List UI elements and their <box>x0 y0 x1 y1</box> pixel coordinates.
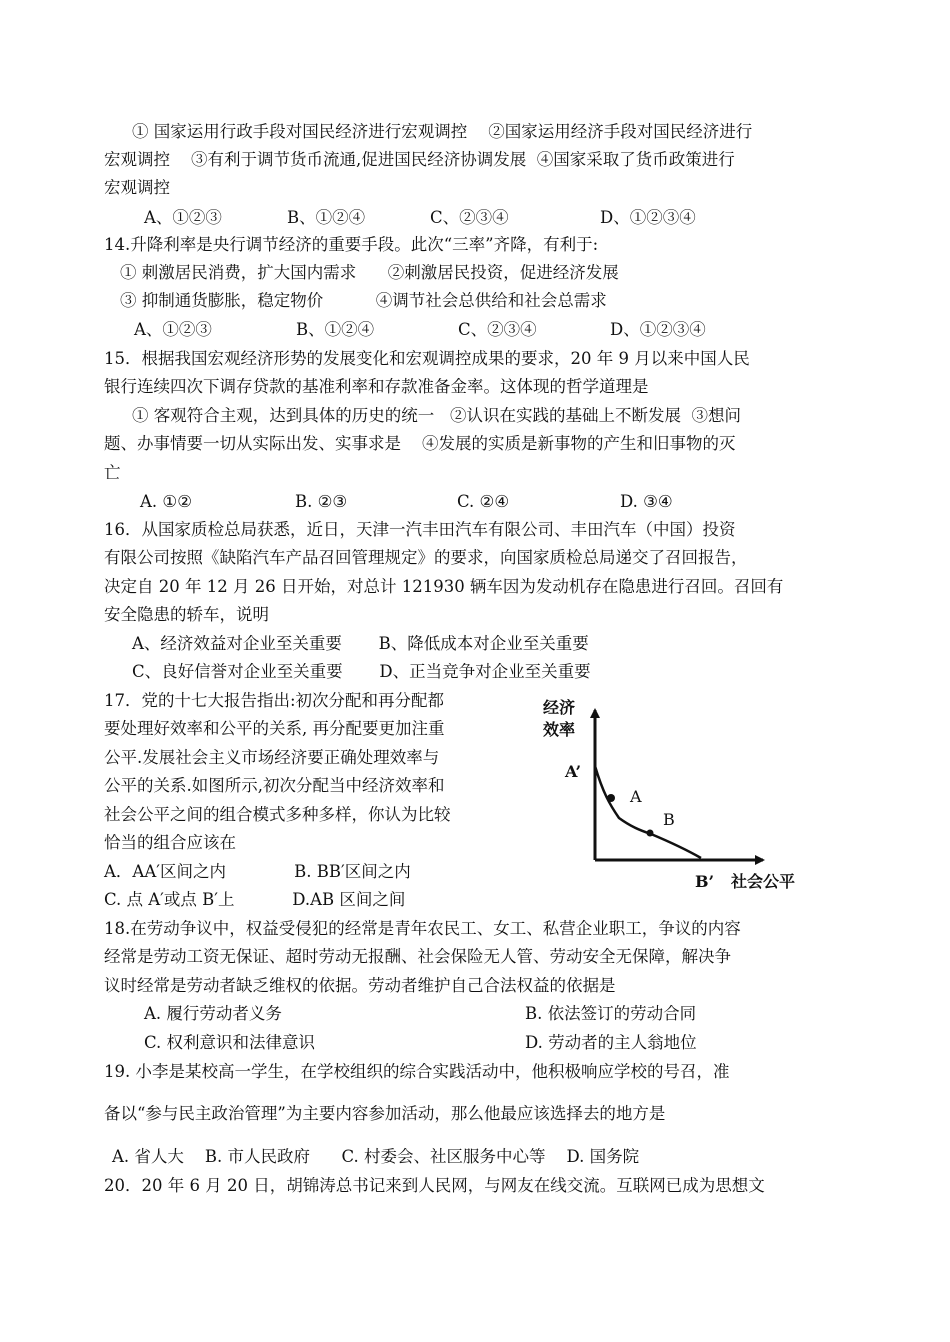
b-prime-label: B’ <box>695 872 715 891</box>
q13-option-d: D、①②③④ <box>600 208 696 227</box>
q17-options-line-1: A．AA′区间之内 B. BB′区间之内 <box>104 862 411 881</box>
q15-option-c: C. ②④ <box>457 492 510 511</box>
q15-line-5: 亡 <box>104 463 121 482</box>
trade-off-curve <box>595 766 701 858</box>
q15-option-d: D. ③④ <box>620 492 673 511</box>
y-axis-label-line-1: 经济 <box>543 698 576 717</box>
q14-option-d: D、①②③④ <box>610 320 706 339</box>
q16-options-line-1: A、经济效益对企业至关重要 B、降低成本对企业至关重要 <box>132 634 589 653</box>
q18-line-1: 18.在劳动争议中，权益受侵犯的经常是青年农民工、女工、私营企业职工，争议的内容 <box>104 919 741 938</box>
q18-option-c: C. 权利意识和法律意识 <box>144 1033 316 1052</box>
q15-line-2: 银行连续四次下调存贷款的基准利率和存款准备金率。这体现的哲学道理是 <box>104 377 649 396</box>
q14-stem: 14.升降利率是央行调节经济的重要手段。此次“三率”齐降，有利于: <box>104 235 599 254</box>
q17-line-2: 要处理好效率和公平的关系, 再分配要更加注重 <box>104 719 445 738</box>
q16-line-1: 16．从国家质检总局获悉，近日，天津一汽丰田汽车有限公司、丰田汽车（中国）投资 <box>104 520 736 539</box>
q15-line-1: 15．根据我国宏观经济形势的发展变化和宏观调控成果的要求，20 年 9 月以来中国人民 <box>104 349 750 368</box>
q18-option-a: A. 履行劳动者义务 <box>144 1004 282 1023</box>
q17-line-1: 17．党的十七大报告指出:初次分配和再分配都 <box>104 691 445 710</box>
a-prime-label: A’ <box>565 762 582 781</box>
q14-statement-line-2: ③ 抑制通货膨胀，稳定物价 ④调节社会总供给和社会总需求 <box>120 291 607 310</box>
q20-line-1: 20．20 年 6 月 20 日，胡锦涛总书记来到人民网，与网友在线交流。互联网已成为思想文 <box>104 1176 765 1195</box>
q17-line-5: 社会公平之间的组合模式多种多样，你认为比较 <box>104 805 451 824</box>
y-axis-label-line-2: 效率 <box>543 720 576 739</box>
q16-line-2: 有限公司按照《缺陷汽车产品召回管理规定》的要求，向国家质检总局递交了召回报告， <box>104 548 748 567</box>
q13-option-c: C、②③④ <box>430 208 509 227</box>
q13-statement-line-1: ① 国家运用行政手段对国民经济进行宏观调控 ②国家运用经济手段对国民经济进行 <box>132 122 753 141</box>
q16-options-line-2: C、良好信誉对企业至关重要 D、正当竞争对企业至关重要 <box>132 662 591 681</box>
q17-line-3: 公平.发展社会主义市场经济要正确处理效率与 <box>104 748 440 767</box>
q18-option-b: B. 依法签订的劳动合同 <box>525 1004 697 1023</box>
point-a-marker <box>607 794 615 802</box>
q15-option-b: B. ②③ <box>295 492 348 511</box>
q14-option-b: B、①②④ <box>296 320 375 339</box>
q15-line-3: ① 客观符合主观，达到具体的历史的统一 ②认识在实践的基础上不断发展 ③想问 <box>132 406 741 425</box>
b-label: B <box>663 810 675 829</box>
a-label: A <box>630 787 642 806</box>
x-axis-label: 社会公平 <box>731 872 796 891</box>
q14-statement-line-1: ① 刺激居民消费，扩大国内需求 ②刺激居民投资，促进经济发展 <box>120 263 619 282</box>
q18-line-3: 议时经常是劳动者缺乏维权的依据。劳动者维护自己合法权益的依据是 <box>104 976 616 995</box>
q15-option-a: A. ①② <box>140 492 192 511</box>
q16-line-3: 决定自 20 年 12 月 26 日开始，对总计 121930 辆车因为发动机存在隐患进行召回。召回有 <box>104 577 784 596</box>
q13-statement-line-3: 宏观调控 <box>104 178 170 197</box>
q19-line-1: 19. 小李是某校高一学生，在学校组织的综合实践活动中，他积极响应学校的号召，准 <box>104 1062 730 1081</box>
q19-line-2: 备以“参与民主政治管理”为主要内容参加活动，那么他最应该选择去的地方是 <box>104 1104 666 1123</box>
q18-line-2: 经常是劳动工资无保证、超时劳动无报酬、社会保险无人管、劳动安全无保障，解决争 <box>104 947 731 966</box>
q19-options: A. 省人大 B. 市人民政府 C. 村委会、社区服务中心等 D. 国务院 <box>112 1147 640 1166</box>
q18-option-d: D. 劳动者的主人翁地位 <box>525 1033 697 1052</box>
q14-option-c: C、②③④ <box>458 320 537 339</box>
q15-line-4: 题、办事情要一切从实际出发、实事求是 ④发展的实质是新事物的产生和旧事物的灭 <box>104 434 736 453</box>
q13-option-b: B、①②④ <box>287 208 366 227</box>
q13-option-a: A、①②③ <box>144 208 222 227</box>
q17-line-6: 恰当的组合应该在 <box>104 833 236 852</box>
q16-line-4: 安全隐患的轿车，说明 <box>104 605 269 624</box>
q17-line-4: 公平的关系.如图所示,初次分配当中经济效率和 <box>104 776 445 795</box>
q14-option-a: A、①②③ <box>134 320 212 339</box>
efficiency-equity-diagram <box>535 688 835 898</box>
q17-options-line-2: C. 点 A′或点 B′上 D.AB 区间之间 <box>104 890 406 909</box>
q13-statement-line-2: 宏观调控 ③有利于调节货币流通,促进国民经济协调发展 ④国家采取了货币政策进行 <box>104 150 735 169</box>
point-b-marker <box>647 830 654 837</box>
